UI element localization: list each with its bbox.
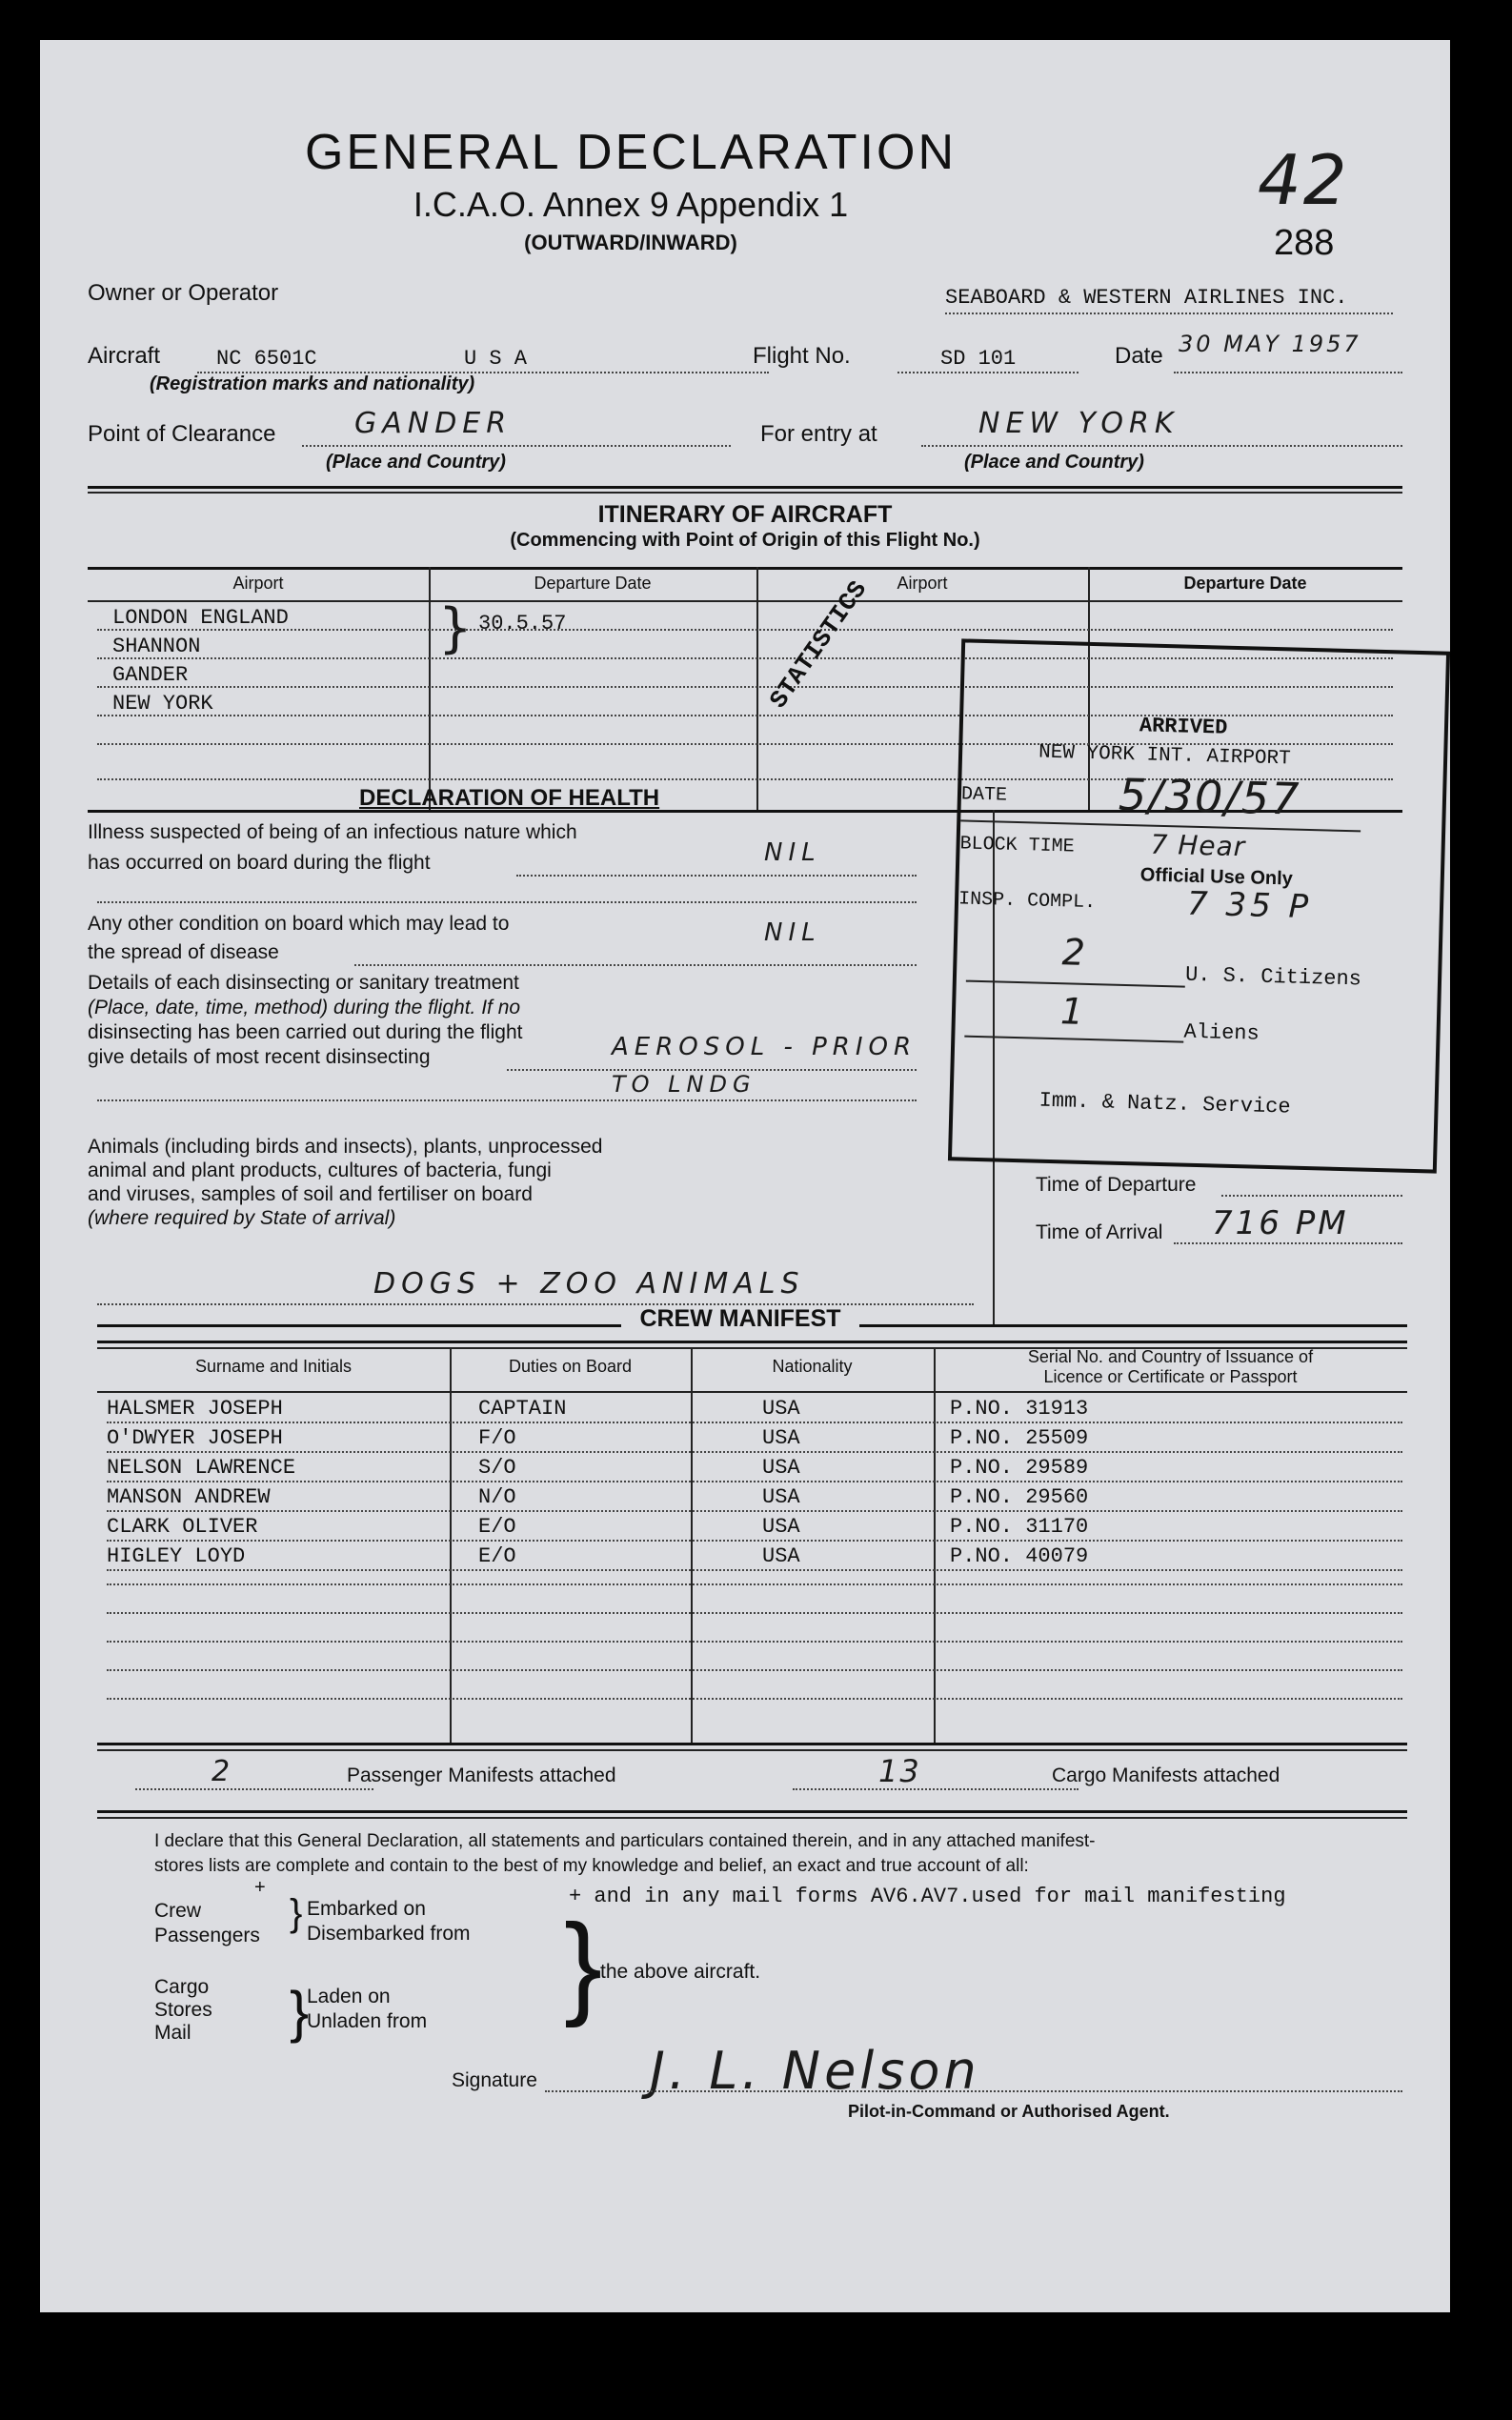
itinerary-airport-3: GANDER bbox=[112, 663, 189, 687]
crew-name: MANSON ANDREW bbox=[107, 1485, 271, 1509]
stamp-citizens-label: U. S. Citizens bbox=[1184, 962, 1362, 992]
row-dots bbox=[107, 1641, 1402, 1643]
immigration-stamp bbox=[948, 638, 1450, 1173]
table-top bbox=[97, 1341, 1407, 1343]
arrival-time-label: Time of Arrival bbox=[1036, 1221, 1163, 1243]
table-bottom bbox=[97, 1743, 1407, 1745]
departure-dots bbox=[1221, 1195, 1402, 1197]
owner-value: SEABOARD & WESTERN AIRLINES INC. bbox=[945, 286, 1348, 310]
document-direction: (OUTWARD/INWARD) bbox=[524, 231, 737, 254]
itinerary-airport-2: SHANNON bbox=[112, 635, 201, 658]
health-q2-line2: the spread of disease bbox=[88, 941, 279, 963]
stamp-airport: NEW YORK INT. AIRPORT bbox=[1038, 741, 1292, 771]
health-q4-line2: animal and plant products, cultures of bacteria, fungi bbox=[88, 1160, 552, 1181]
stamp-service: Imm. & Natz. Service bbox=[1038, 1088, 1291, 1119]
stamp-date-value: 5/30/57 bbox=[1118, 768, 1302, 825]
answer-dots bbox=[516, 875, 917, 877]
answer-dots bbox=[354, 964, 917, 966]
row-dots bbox=[107, 1698, 1402, 1700]
arrival-time-value: 716 PM bbox=[1212, 1204, 1349, 1242]
col-serial-2: Licence or Certificate or Passport bbox=[1043, 1367, 1298, 1386]
crew-duty: S/O bbox=[478, 1456, 516, 1480]
flight-dots bbox=[897, 372, 1079, 373]
signature-caption: Pilot-in-Command or Authorised Agent. bbox=[848, 2102, 1170, 2121]
health-q2-line1: Any other condition on board which may lead to bbox=[88, 913, 510, 935]
itinerary-note: (Commencing with Point of Origin of this Flight No.) bbox=[510, 530, 980, 551]
health-q4-answer: DOGS + ZOO ANIMALS bbox=[373, 1267, 805, 1301]
declaration-passengers: Passengers bbox=[154, 1925, 260, 1946]
crew-serial: P.NO. 31913 bbox=[950, 1397, 1089, 1421]
flight-label: Flight No. bbox=[753, 343, 851, 369]
document-subtitle: I.C.A.O. Annex 9 Appendix 1 bbox=[413, 185, 849, 224]
row-dots bbox=[107, 1540, 1402, 1542]
document-title: GENERAL DECLARATION bbox=[304, 125, 958, 180]
health-q1-line1: Illness suspected of being of an infectious nature which bbox=[88, 821, 577, 843]
divider bbox=[97, 1817, 1407, 1819]
col-name: Surname and Initials bbox=[194, 1357, 353, 1376]
crew-serial: P.NO. 29560 bbox=[950, 1485, 1089, 1509]
statistics-stamp: STATISTICS bbox=[764, 575, 874, 715]
signature-value: J. L. Nelson bbox=[650, 2041, 980, 2101]
stamp-insp-compl: INSP. COMPL. bbox=[958, 888, 1097, 915]
itinerary-airport-4: NEW YORK bbox=[112, 692, 213, 716]
crew-name: NELSON LAWRENCE bbox=[107, 1456, 296, 1480]
passenger-manifest-label: Passenger Manifests attached bbox=[347, 1765, 616, 1786]
declaration-line-2: stores lists are complete and contain to the best of my knowledge and belief, an exact and true account of all: bbox=[154, 1856, 1029, 1876]
declaration-plus: + bbox=[254, 1877, 266, 1898]
row-dots bbox=[107, 1612, 1402, 1614]
clearance-label: Point of Clearance bbox=[88, 421, 276, 447]
col-divider bbox=[691, 1347, 693, 1743]
entry-label: For entry at bbox=[760, 421, 877, 447]
stamp-aliens-count: 1 bbox=[1059, 990, 1090, 1034]
aircraft-note: (Registration marks and nationality) bbox=[150, 373, 475, 394]
crew-duty: E/O bbox=[478, 1544, 516, 1568]
crew-duty: E/O bbox=[478, 1515, 516, 1539]
declaration-typed-addition: + and in any mail forms AV6.AV7.used for mail manifesting bbox=[569, 1885, 1286, 1908]
stamp-block-value: 7 Hear bbox=[1150, 828, 1246, 863]
stamp-date-label: DATE bbox=[960, 783, 1008, 807]
row-dots bbox=[107, 1510, 1402, 1512]
crew-serial: P.NO. 25509 bbox=[950, 1426, 1089, 1450]
health-q3-line3: disinsecting has been carried out during the flight bbox=[88, 1021, 523, 1043]
aircraft-nationality: U S A bbox=[464, 347, 528, 371]
health-q4-line4: (where required by State of arrival) bbox=[88, 1207, 396, 1229]
health-q3-answer-1: AEROSOL - PRIOR bbox=[612, 1033, 917, 1061]
itinerary-title: ITINERARY OF AIRCRAFT bbox=[597, 501, 893, 528]
declaration-disembarked: Disembarked from bbox=[307, 1923, 471, 1945]
header-underline bbox=[97, 1391, 1407, 1393]
declaration-line-1: I declare that this General Declaration, all statements and particulars contained therein, and in any attached manifest- bbox=[154, 1831, 1096, 1851]
crew-nationality: USA bbox=[762, 1544, 800, 1568]
count-dots bbox=[135, 1788, 373, 1790]
date-dots bbox=[1174, 372, 1402, 373]
row-dots bbox=[107, 1669, 1402, 1671]
crew-serial: P.NO. 29589 bbox=[950, 1456, 1089, 1480]
crew-name: CLARK OLIVER bbox=[107, 1515, 258, 1539]
health-q3-answer-2: TO LNDG bbox=[612, 1071, 756, 1098]
declaration-mail: Mail bbox=[154, 2022, 192, 2044]
crew-serial: P.NO. 31170 bbox=[950, 1515, 1089, 1539]
crew-name: HALSMER JOSEPH bbox=[107, 1397, 283, 1421]
departure-time-label: Time of Departure bbox=[1036, 1174, 1197, 1196]
crew-nationality: USA bbox=[762, 1397, 800, 1421]
brace: } bbox=[290, 1980, 310, 2044]
health-q3-line2: (Place, date, time, method) during the flight. If no bbox=[88, 997, 521, 1018]
col-divider bbox=[934, 1347, 936, 1743]
entry-dots bbox=[921, 445, 1402, 447]
col-duties: Duties on Board bbox=[508, 1357, 633, 1376]
passenger-manifest-count: 2 bbox=[212, 1755, 236, 1788]
col-divider bbox=[429, 567, 431, 810]
cargo-manifest-count: 13 bbox=[878, 1753, 921, 1789]
crew-nationality: USA bbox=[762, 1485, 800, 1509]
declaration-crew: Crew bbox=[154, 1900, 202, 1922]
health-q2-answer: NIL bbox=[764, 918, 821, 947]
date-label: Date bbox=[1115, 343, 1163, 369]
health-title: DECLARATION OF HEALTH bbox=[359, 785, 660, 811]
divider bbox=[88, 486, 1402, 489]
clearance-dots bbox=[302, 445, 731, 447]
aircraft-label: Aircraft bbox=[88, 343, 161, 369]
health-q1-line2: has occurred on board during the flight bbox=[88, 852, 431, 874]
col-divider bbox=[450, 1347, 452, 1743]
stamp-line bbox=[964, 1036, 1183, 1043]
divider bbox=[97, 1810, 1407, 1813]
aircraft-value: NC 6501C bbox=[216, 347, 317, 371]
row-dots bbox=[107, 1422, 1402, 1423]
col-divider bbox=[756, 567, 758, 810]
answer-dots bbox=[97, 1099, 917, 1101]
crew-serial: P.NO. 40079 bbox=[950, 1544, 1089, 1568]
handwritten-number: 42 bbox=[1258, 140, 1349, 220]
stamp-insp-value: 7 35 P bbox=[1186, 884, 1313, 927]
declaration-above: the above aircraft. bbox=[600, 1961, 761, 1983]
stamp-citizens-count: 2 bbox=[1061, 931, 1092, 975]
document-page bbox=[40, 40, 1450, 2312]
brace: } bbox=[290, 1892, 303, 1934]
arrival-dots bbox=[1174, 1242, 1402, 1244]
health-q1-answer: NIL bbox=[764, 838, 821, 867]
count-dots bbox=[793, 1788, 1079, 1790]
date-value: 30 MAY 1957 bbox=[1179, 331, 1361, 357]
stamp-official: Official Use Only bbox=[1139, 864, 1294, 890]
declaration-cargo: Cargo bbox=[154, 1976, 210, 1998]
row-dots bbox=[107, 1583, 1402, 1585]
col-departure-1: Departure Date bbox=[534, 574, 652, 593]
bracket-mark: } bbox=[438, 597, 473, 659]
entry-value: NEW YORK bbox=[978, 407, 1179, 440]
health-q4-line3: and viruses, samples of soil and fertiliser on board bbox=[88, 1183, 533, 1205]
table-bottom bbox=[97, 1749, 1407, 1751]
itinerary-departure-date: 30.5.57 bbox=[478, 612, 567, 635]
signature-label: Signature bbox=[452, 2069, 537, 2091]
col-departure-2: Departure Date bbox=[1183, 574, 1307, 593]
declaration-unladen: Unladen from bbox=[307, 2010, 428, 2032]
flight-value: SD 101 bbox=[940, 347, 1017, 371]
page-number: 288 bbox=[1274, 223, 1335, 263]
crew-nationality: USA bbox=[762, 1515, 800, 1539]
declaration-embarked: Embarked on bbox=[307, 1898, 426, 1920]
stamp-aliens-label: Aliens bbox=[1183, 1019, 1260, 1046]
health-q4-line1: Animals (including birds and insects), plants, unprocessed bbox=[88, 1136, 603, 1158]
clearance-place-note: (Place and Country) bbox=[326, 452, 506, 473]
large-brace: } bbox=[564, 1901, 603, 2028]
stamp-block-time: BLOCK TIME bbox=[959, 833, 1075, 858]
signature-dots bbox=[545, 2090, 1402, 2092]
owner-label: Owner or Operator bbox=[88, 280, 279, 306]
row-dots bbox=[107, 1451, 1402, 1453]
crew-name: O'DWYER JOSEPH bbox=[107, 1426, 283, 1450]
answer-dots bbox=[97, 901, 917, 903]
crew-duty: N/O bbox=[478, 1485, 516, 1509]
header-underline bbox=[88, 600, 1402, 602]
stamp-line bbox=[966, 980, 1185, 988]
itinerary-airport-1: LONDON ENGLAND bbox=[112, 606, 289, 630]
divider bbox=[88, 492, 1402, 494]
clearance-value: GANDER bbox=[354, 407, 513, 440]
col-airport-1: Airport bbox=[232, 574, 284, 593]
declaration-stores: Stores bbox=[154, 1999, 212, 2021]
crew-duty: F/O bbox=[478, 1426, 516, 1450]
col-nationality: Nationality bbox=[772, 1357, 853, 1376]
cargo-manifest-label: Cargo Manifests attached bbox=[1052, 1765, 1280, 1786]
owner-dots bbox=[945, 313, 1393, 314]
crew-nationality: USA bbox=[762, 1456, 800, 1480]
table-top bbox=[88, 567, 1402, 570]
crew-duty: CAPTAIN bbox=[478, 1397, 567, 1421]
health-q3-line4: give details of most recent disinsecting bbox=[88, 1046, 431, 1068]
col-airport-2: Airport bbox=[897, 574, 948, 593]
stamp-arrived: ARRIVED bbox=[1139, 714, 1228, 740]
crew-title: CREW MANIFEST bbox=[621, 1305, 859, 1333]
crew-name: HIGLEY LOYD bbox=[107, 1544, 246, 1568]
col-serial-1: Serial No. and Country of Issuance of bbox=[1027, 1347, 1314, 1366]
entry-place-note: (Place and Country) bbox=[964, 452, 1144, 473]
row-dots bbox=[97, 629, 1393, 631]
declaration-laden: Laden on bbox=[307, 1986, 391, 2007]
row-dots bbox=[107, 1481, 1402, 1482]
crew-nationality: USA bbox=[762, 1426, 800, 1450]
health-q3-line1: Details of each disinsecting or sanitary treatment bbox=[88, 972, 519, 994]
row-dots bbox=[107, 1569, 1402, 1571]
